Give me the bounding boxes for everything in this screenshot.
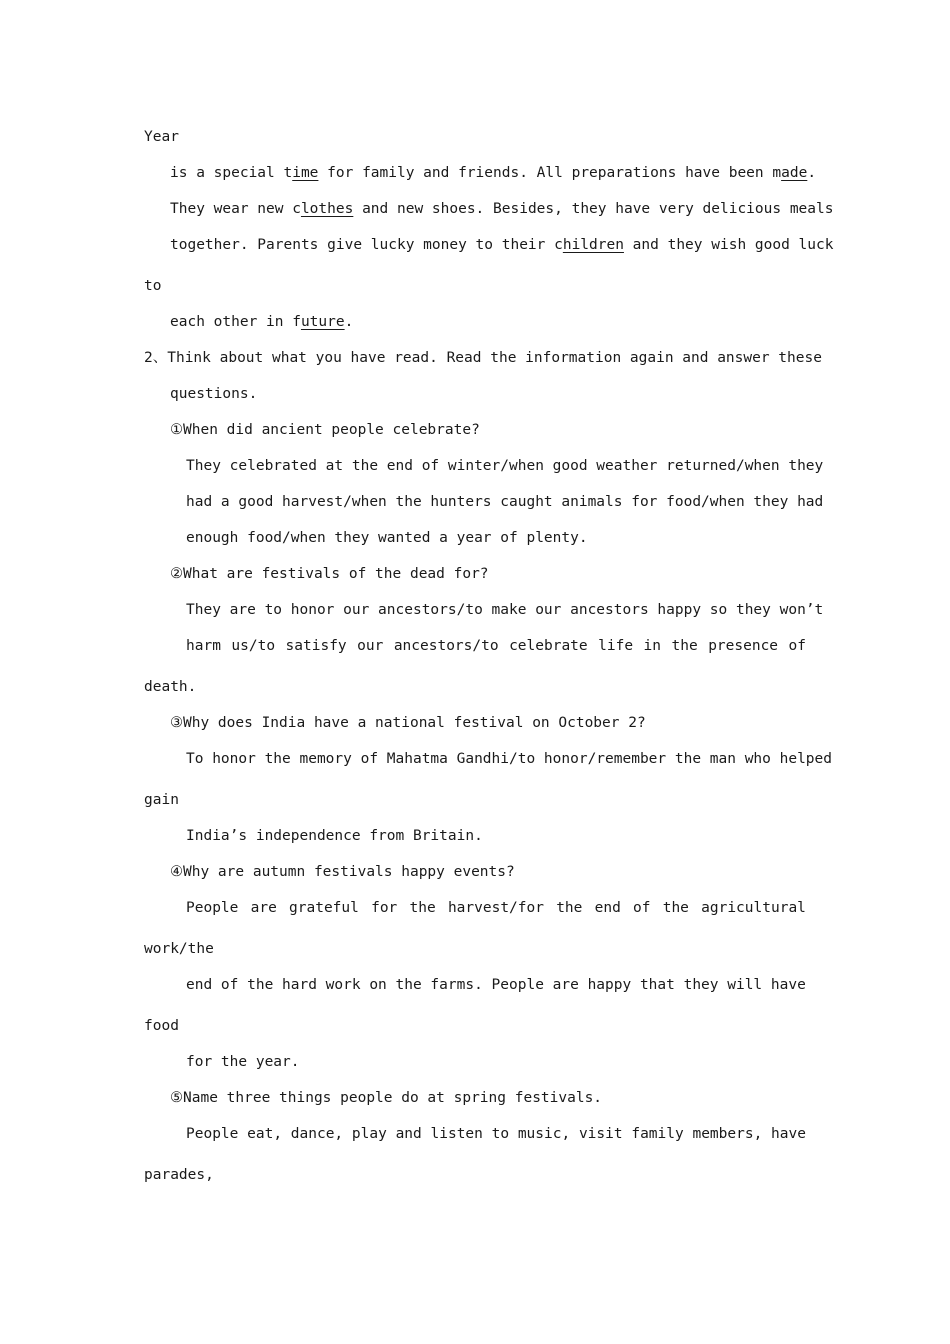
word: of: [633, 900, 651, 916]
answer-line: food: [144, 1018, 179, 1034]
answer-line: They celebrated at the end of winter/when good weather returned/when they: [186, 458, 824, 474]
text-line: questions.: [170, 386, 258, 402]
word: life: [598, 638, 634, 654]
text-line: [170, 200, 833, 218]
word: for: [371, 900, 398, 916]
text-span: is a special t: [170, 165, 293, 181]
underlined-blank: hildren: [562, 237, 624, 253]
word: dance,: [290, 1126, 344, 1142]
text-line: Year: [144, 129, 179, 145]
answer-line: for the year.: [186, 1054, 300, 1070]
answer-line: work/the: [144, 941, 214, 957]
answer-line-justified: [186, 1125, 806, 1143]
word: satisfy: [285, 638, 347, 654]
word: the: [671, 638, 698, 654]
word: are: [250, 900, 277, 916]
word: family: [631, 1126, 684, 1142]
text-line: [170, 236, 833, 254]
underlined-blank: uture: [300, 314, 345, 330]
underlined-blank: ade: [781, 165, 808, 181]
text-span: .: [807, 165, 817, 181]
word: play: [351, 1126, 387, 1142]
question-heading: 2、Think about what you have read. Read the information again and answer these: [144, 350, 822, 366]
word: the: [662, 900, 689, 916]
text-span: .: [344, 314, 354, 330]
sub-question: ②What are festivals of the dead for?: [170, 566, 489, 582]
answer-line: had a good harvest/when the hunters caught animals for food/when they had: [186, 494, 824, 510]
answer-line: parades,: [144, 1167, 214, 1183]
word: us/to: [231, 638, 276, 654]
word: harm: [186, 638, 221, 654]
answer-line-justified: [186, 637, 806, 655]
answer-line-justified: [186, 899, 806, 917]
word: listen: [430, 1126, 483, 1142]
answer-line: death.: [144, 679, 197, 695]
text-span: together. Parents give lucky money to their c: [170, 237, 563, 253]
word: celebrate: [509, 638, 588, 654]
word: presence: [708, 638, 779, 654]
answer-line: gain: [144, 792, 179, 808]
answer-line: enough food/when they wanted a year of plenty.: [186, 530, 588, 546]
answer-line: To honor the memory of Mahatma Gandhi/to honor/remember the man who helped: [186, 751, 833, 767]
word: agricultural: [701, 900, 806, 916]
underlined-blank: ime: [292, 165, 319, 181]
word: and: [395, 1126, 422, 1142]
word: ancestors/to: [393, 638, 499, 654]
text-span: each other in f: [170, 314, 301, 330]
sub-question: ⑤Name three things people do at spring festivals.: [170, 1090, 603, 1106]
word: grateful: [289, 900, 359, 916]
text-span: and they wish good luck: [623, 237, 834, 253]
answer-line: India’s independence from Britain.: [186, 828, 483, 844]
sub-question: ③Why does India have a national festival on October 2?: [170, 715, 646, 731]
text-line: to: [144, 278, 162, 294]
word: members,: [692, 1126, 763, 1142]
word: our: [357, 638, 384, 654]
word: to: [491, 1126, 510, 1142]
word: have: [771, 1126, 806, 1142]
text-line: [170, 313, 353, 331]
underlined-blank: lothes: [300, 201, 354, 217]
word: of: [788, 638, 806, 654]
text-line: [170, 164, 816, 182]
text-span: They wear new c: [170, 201, 301, 217]
word: visit: [578, 1126, 623, 1142]
sub-question: ④Why are autumn festivals happy events?: [170, 864, 515, 880]
answer-line: They are to honor our ancestors/to make our ancestors happy so they won’t: [186, 602, 824, 618]
text-span: for family and friends. All preparations have been m: [318, 165, 782, 181]
sub-question: ①When did ancient people celebrate?: [170, 422, 480, 438]
word: People: [186, 900, 239, 916]
word: People: [186, 1126, 239, 1142]
word: end: [594, 900, 621, 916]
word: eat,: [247, 1126, 283, 1142]
word: harvest/for: [447, 900, 544, 916]
word: in: [643, 638, 662, 654]
word: the: [409, 900, 436, 916]
text-span: and new shoes. Besides, they have very delicious meals: [353, 201, 834, 217]
word: the: [556, 900, 583, 916]
answer-line: end of the hard work on the farms. People are happy that they will have: [186, 977, 806, 993]
word: music,: [517, 1126, 571, 1142]
